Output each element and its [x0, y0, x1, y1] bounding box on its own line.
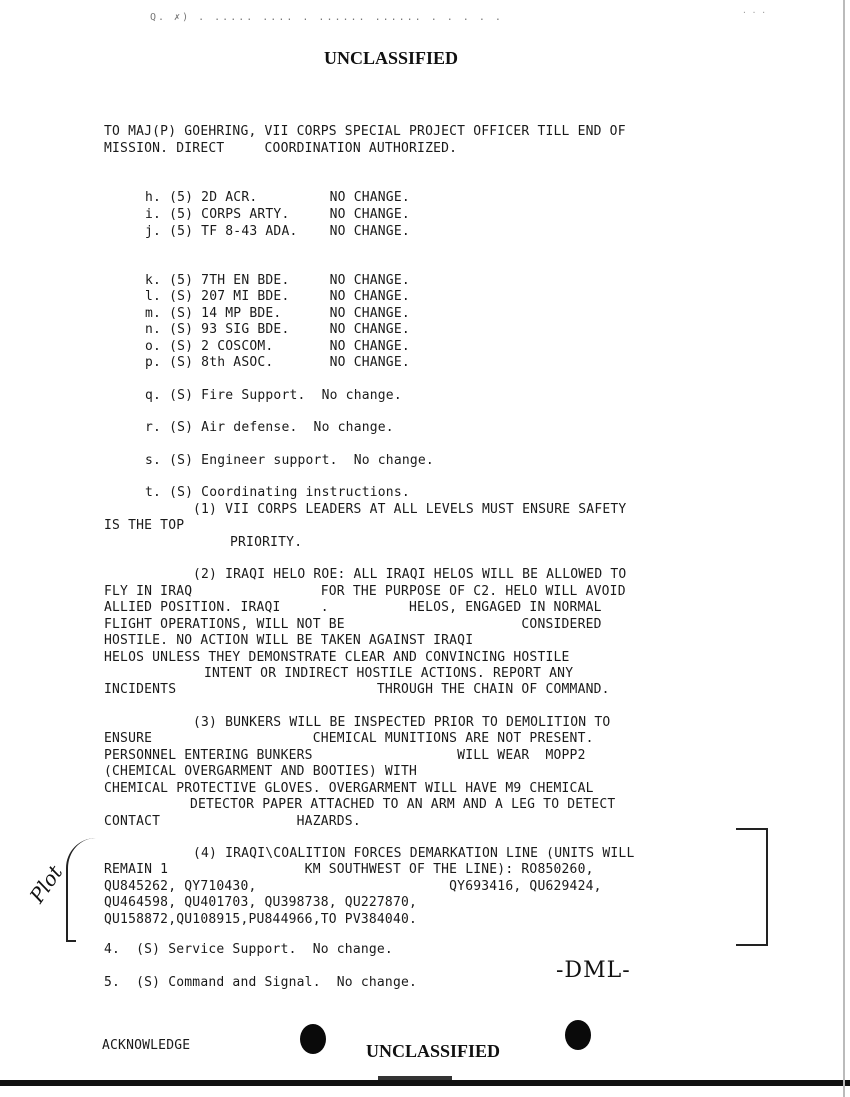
body-line: MISSION. DIRECT COORDINATION AUTHORIZED.	[104, 141, 458, 156]
body-line: ENSURE CHEMICAL MUNITIONS ARE NOT PRESENT.	[104, 731, 594, 746]
body-line: REMAIN 1 KM SOUTHWEST OF THE LINE): RO850260,	[104, 862, 594, 877]
classification-bottom: UNCLASSIFIED	[366, 1041, 501, 1061]
body-line: CONTACT HAZARDS.	[104, 814, 361, 829]
body-line: (4) IRAQI\COALITION FORCES DEMARKATION LINE (UNITS WILL	[193, 846, 635, 861]
body-line: ALLIED POSITION. IRAQI . HELOS, ENGAGED IN NORMAL	[104, 600, 602, 615]
body-line: (3) BUNKERS WILL BE INSPECTED PRIOR TO DEMOLITION TO	[193, 715, 611, 730]
body-line: q. (S) Fire Support. No change.	[145, 388, 402, 403]
body-line: (CHEMICAL OVERGARMENT AND BOOTIES) WITH	[104, 764, 418, 779]
body-line: QU464598, QU401703, QU398738, QU227870,	[104, 895, 418, 910]
body-line: HELOS UNLESS THEY DEMONSTRATE CLEAR AND CONVINCING HOSTILE	[104, 650, 570, 665]
handwritten-initials: -DML-	[556, 958, 631, 983]
punch-hole-right	[565, 1020, 591, 1050]
right-margin-bracket	[736, 828, 768, 946]
body-line: o. (S) 2 COSCOM. NO CHANGE.	[145, 339, 410, 354]
handwritten-note-left: Plot	[24, 860, 68, 908]
body-line: l. (S) 207 MI BDE. NO CHANGE.	[145, 289, 410, 304]
punch-hole-left	[300, 1024, 326, 1054]
body-line: 4. (S) Service Support. No change.	[104, 942, 393, 957]
scan-speck: · · ·	[742, 8, 767, 17]
body-line: k. (5) 7TH EN BDE. NO CHANGE.	[145, 273, 410, 288]
body-line: FLIGHT OPERATIONS, WILL NOT BE CONSIDERED	[104, 617, 602, 632]
header-marking-line: Q. ✗) . ..... .... . ...... ...... . . . . .	[150, 12, 503, 23]
body-line: m. (S) 14 MP BDE. NO CHANGE.	[145, 306, 410, 321]
body-line: HOSTILE. NO ACTION WILL BE TAKEN AGAINST IRAQI	[104, 633, 474, 648]
classification-top: UNCLASSIFIED	[324, 48, 459, 68]
body-line: DETECTOR PAPER ATTACHED TO AN ARM AND A LEG TO DETECT	[190, 797, 616, 812]
body-line: n. (S) 93 SIG BDE. NO CHANGE.	[145, 322, 410, 337]
body-line: QU845262, QY710430, QY693416, QU629424,	[104, 879, 602, 894]
body-line: p. (S) 8th ASOC. NO CHANGE.	[145, 355, 410, 370]
body-line: t. (S) Coordinating instructions.	[145, 485, 410, 500]
bottom-edge-rule	[0, 1080, 850, 1086]
body-line: CHEMICAL PROTECTIVE GLOVES. OVERGARMENT WILL HAVE M9 CHEMICAL	[104, 781, 594, 796]
body-line: i. (5) CORPS ARTY. NO CHANGE.	[145, 207, 410, 222]
body-line: (1) VII CORPS LEADERS AT ALL LEVELS MUST ENSURE SAFETY	[193, 502, 627, 517]
body-line: s. (S) Engineer support. No change.	[145, 453, 434, 468]
body-line: INTENT OR INDIRECT HOSTILE ACTIONS. REPORT ANY	[204, 666, 574, 681]
body-line: IS THE TOP	[104, 518, 185, 533]
body-line: 5. (S) Command and Signal. No change.	[104, 975, 418, 990]
left-margin-bracket	[66, 838, 96, 940]
body-line: INCIDENTS THROUGH THE CHAIN OF COMMAND.	[104, 682, 610, 697]
body-line: j. (5) TF 8-43 ADA. NO CHANGE.	[145, 224, 410, 239]
body-line: h. (5) 2D ACR. NO CHANGE.	[145, 190, 410, 205]
body-line: PRIORITY.	[230, 535, 303, 550]
body-line: TO MAJ(P) GOEHRING, VII CORPS SPECIAL PROJECT OFFICER TILL END OF	[104, 124, 626, 139]
body-line: ACKNOWLEDGE	[102, 1038, 191, 1053]
body-line: r. (S) Air defense. No change.	[145, 420, 394, 435]
body-line: (2) IRAQI HELO ROE: ALL IRAQI HELOS WILL BE ALLOWED TO	[193, 567, 627, 582]
right-edge-shadow	[843, 0, 845, 1097]
body-line: QU158872,QU108915,PU844966,TO PV384040.	[104, 912, 418, 927]
body-line: PERSONNEL ENTERING BUNKERS WILL WEAR MOPP2	[104, 748, 586, 763]
body-line: FLY IN IRAQ FOR THE PURPOSE OF C2. HELO WILL AVOID	[104, 584, 626, 599]
